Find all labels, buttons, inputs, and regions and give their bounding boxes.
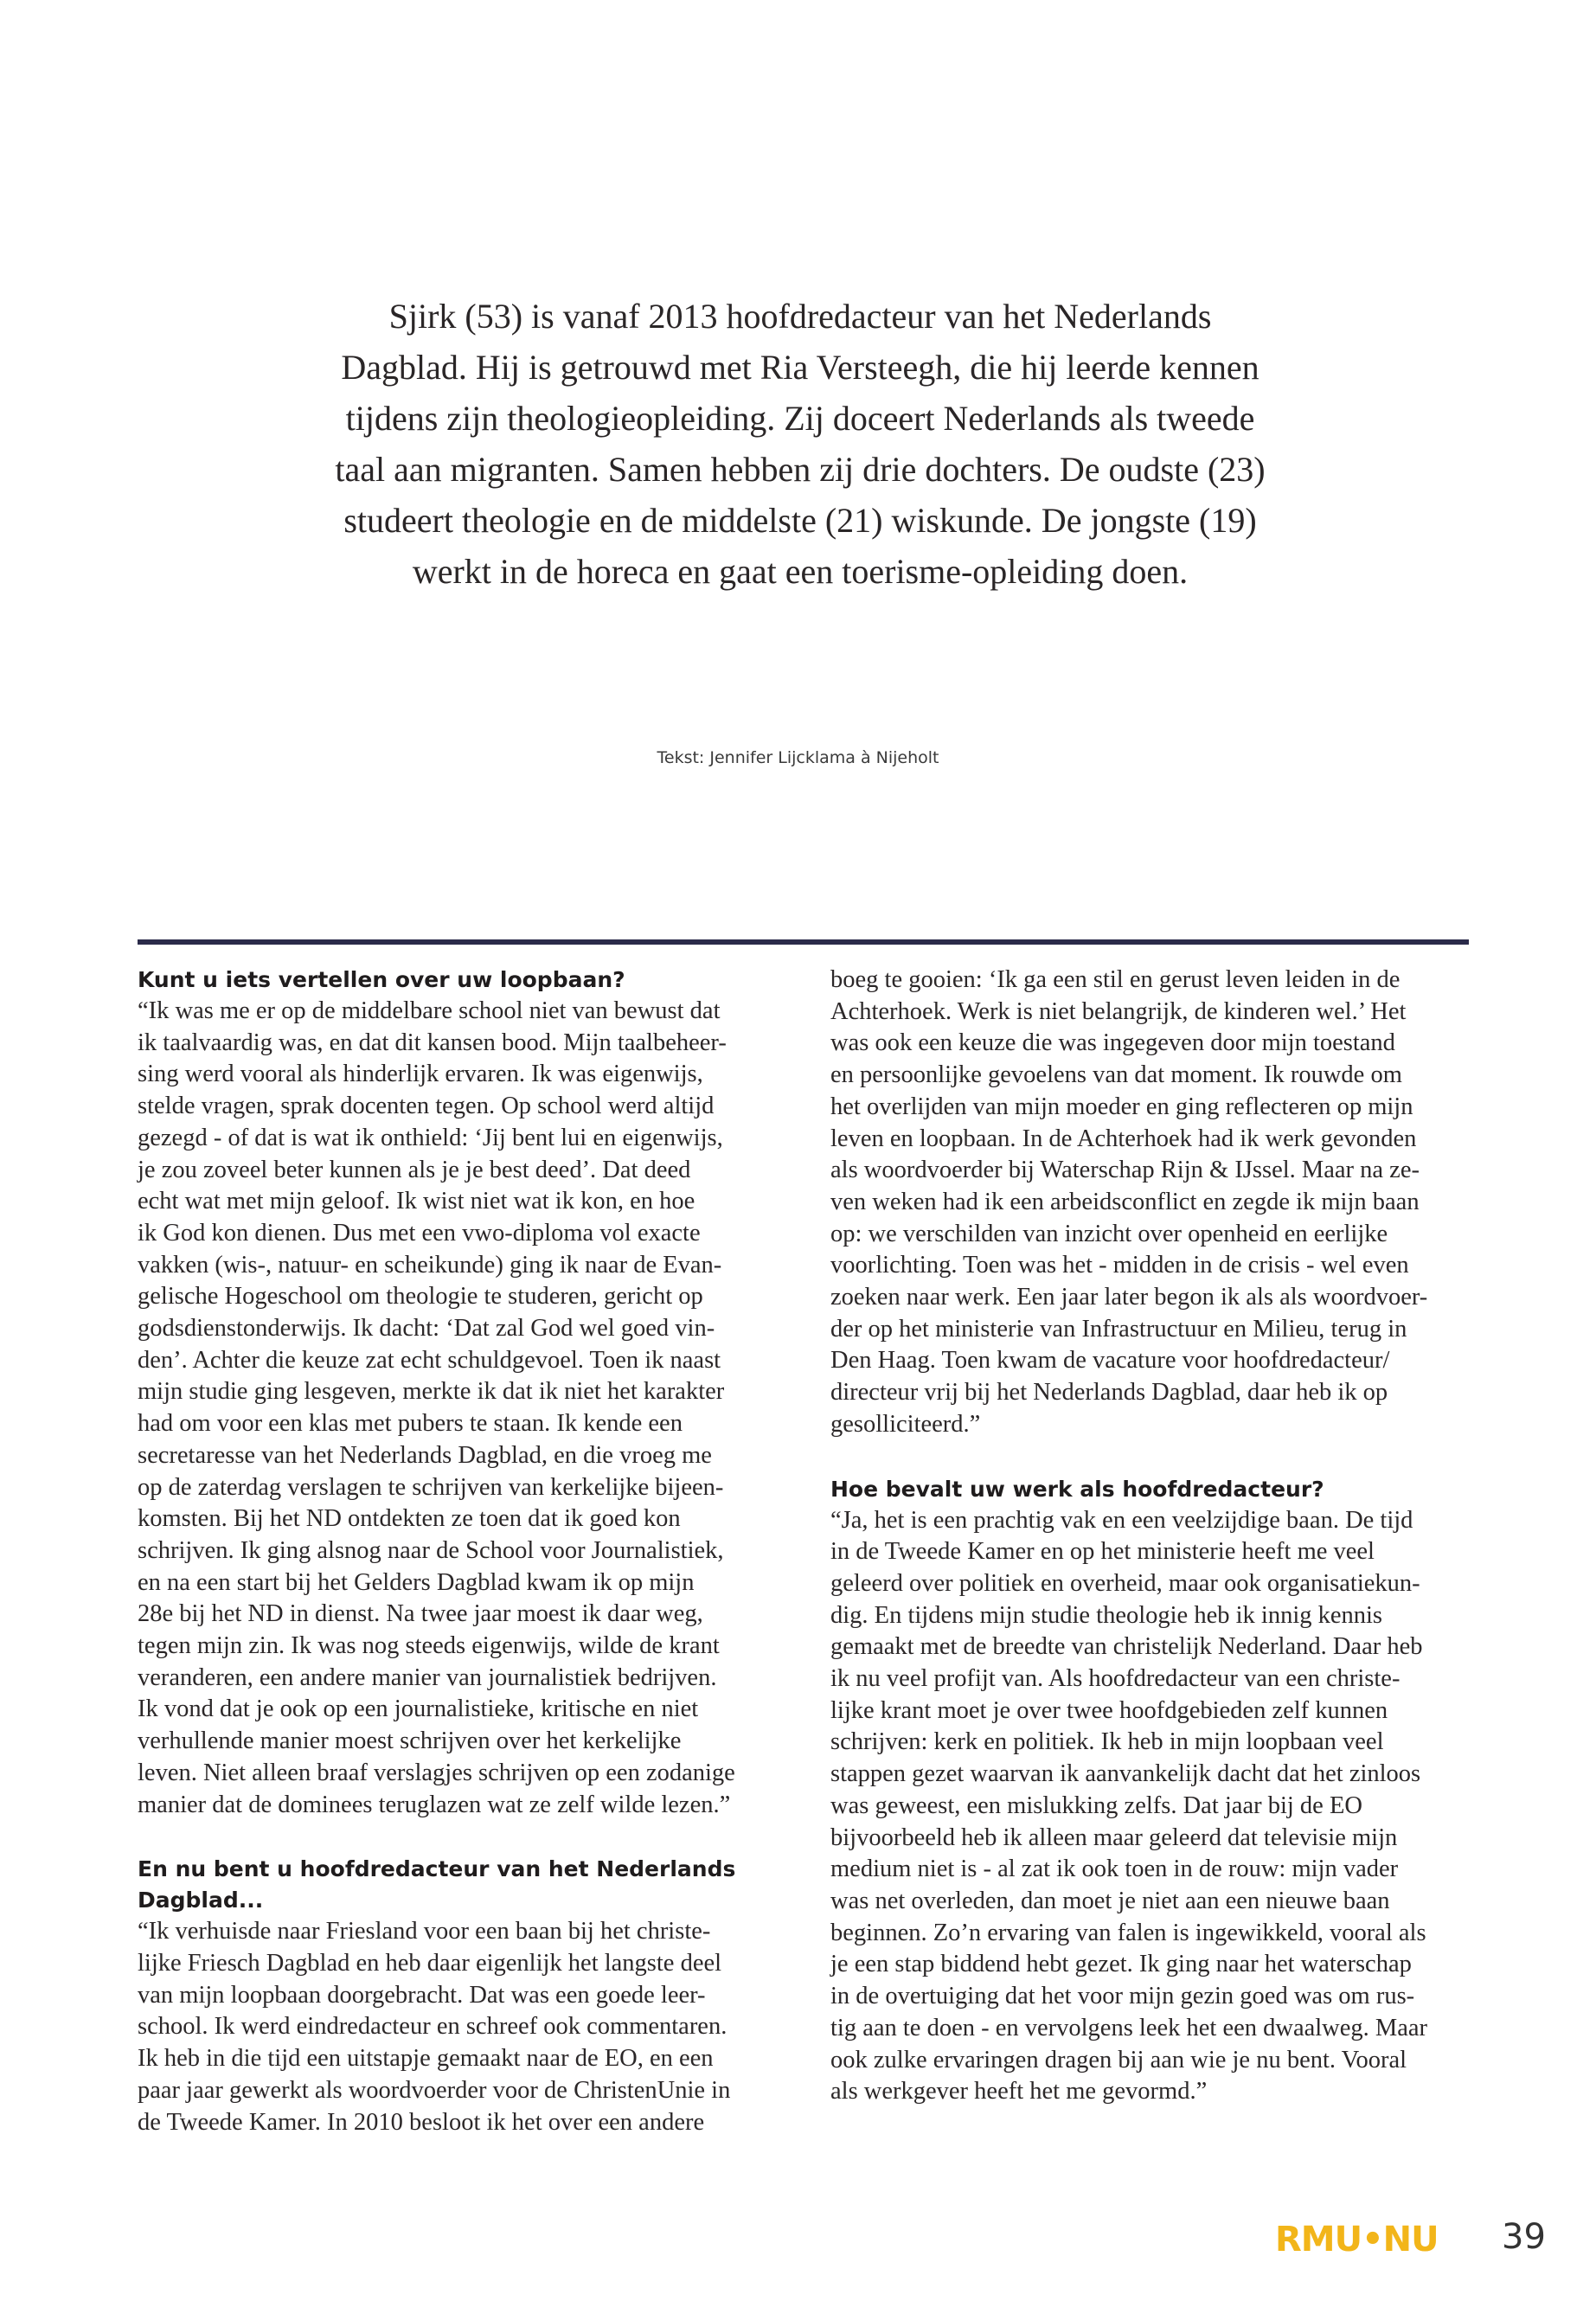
text-line: geleerd over politiek en overheid, maar ook organisatiekun- — [830, 1569, 1420, 1597]
text-line: en persoonlijke gevoelens van dat moment. Ik rouwde om — [830, 1061, 1402, 1089]
text-line: voorlichting. Toen was het - midden in de crisis - wel even — [830, 1252, 1409, 1279]
text-line: 28e bij het ND in dienst. Na twee jaar moest ik daar weg, — [138, 1600, 703, 1628]
page-number: 39 — [1502, 2217, 1546, 2257]
text-line: veranderen, een andere manier van journalistiek bedrijven. — [138, 1663, 717, 1691]
text-line: gesolliciteerd.” — [830, 1410, 981, 1438]
text-line: studeert theologie en de middelste (21) wiskunde. De jongste (19) — [343, 501, 1257, 540]
rmu-nu-logo: RMU•NU — [1275, 2220, 1439, 2259]
text-line: leven en loopbaan. In de Achterhoek had ik werk gevonden — [830, 1125, 1417, 1152]
text-line: medium niet is - al zat ik ook toen in de rouw: mijn vader — [830, 1856, 1399, 1883]
text-line: en na een start bij het Gelders Dagblad kwam ik op mijn — [138, 1568, 695, 1596]
text-line: van mijn loopbaan doorgebracht. Dat was een goede leer- — [138, 1981, 706, 2009]
text-line: ven weken had ik een arbeidsconflict en zegde ik mijn baan — [830, 1188, 1420, 1215]
text-line: manier dat de dominees teruglazen wat ze zelf wilde lezen.” — [138, 1791, 731, 1818]
text-line: echt wat met mijn geloof. Ik wist niet wat ik kon, en hoe — [138, 1188, 695, 1215]
text-line: het overlijden van mijn moeder en ging reflecteren op mijn — [830, 1093, 1413, 1120]
text-line: dig. En tijdens mijn studie theologie heb ik innig kennis — [830, 1601, 1383, 1629]
text-line: Achterhoek. Werk is niet belangrijk, de kinderen wel.’ Het — [830, 997, 1407, 1025]
text-line: taal aan migranten. Samen hebben zij drie dochters. De oudste (23) — [335, 450, 1266, 489]
text-line: de Tweede Kamer. In 2010 besloot ik het over een andere — [138, 2108, 705, 2136]
answer-editor — [138, 1916, 786, 2138]
text-line: was net overleden, dan moet je niet aan een nieuwe baan — [830, 1887, 1390, 1914]
text-line: sing werd vooral als hinderlijk ervaren. Ik was eigenwijs, — [138, 1061, 703, 1088]
text-line: je een stap biddend hebt gezet. Ik ging naar het waterschap — [830, 1951, 1412, 1978]
text-line: “Ik verhuisde naar Friesland voor een baan bij het christe- — [138, 1918, 711, 1945]
intro-paragraph — [285, 291, 1315, 597]
author-credit: Tekst: Jennifer Lijcklama à Nijeholt — [657, 748, 939, 767]
text-line: “Ik was me er op de middelbare school niet van bewust dat — [138, 997, 721, 1024]
text-line: ik nu veel profijt van. Als hoofdredacteur van een christe- — [830, 1665, 1401, 1693]
text-line: lijke krant moet je over twee hoofdgebieden zelf kunnen — [830, 1696, 1388, 1724]
article-column-left — [138, 965, 786, 2138]
text-line: stelde vragen, sprak docenten tegen. Op school werd altijd — [138, 1093, 715, 1120]
text-line: gezegd - of dat is wat ik onthield: ‘Jij bent lui en eigenwijs, — [138, 1124, 723, 1151]
text-line: Ik vond dat je ook op een journalistieke, kritische en niet — [138, 1695, 699, 1723]
text-line: als woordvoerder bij Waterschap Rijn & IJssel. Maar na ze- — [830, 1157, 1420, 1184]
text-line: tig aan te doen - en vervolgens leek het een dwaalweg. Maar — [830, 2014, 1428, 2041]
text-line: Sjirk (53) is vanaf 2013 hoofdredacteur van het Nederlands — [388, 297, 1212, 336]
text-line: was ook een keuze die was ingegeven door mijn toestand — [830, 1029, 1395, 1057]
text-line: tegen mijn zin. Ik was nog steeds eigenwijs, wilde de krant — [138, 1632, 720, 1660]
text-line: in de Tweede Kamer en op het ministerie heeft me veel — [830, 1538, 1375, 1566]
text-line: op de zaterdag verslagen te schrijven van kerkelijke bijeen- — [138, 1473, 724, 1501]
text-line: boeg te gooien: ‘Ik ga een stil en gerust leven leiden in de — [830, 966, 1401, 993]
text-line: paar jaar gewerkt als woordvoerder voor de ChristenUnie in — [138, 2076, 731, 2104]
text-line: verhullende manier moest schrijven over het kerkelijke — [138, 1727, 682, 1755]
text-line: gemaakt met de breedte van christelijk Nederland. Daar heb — [830, 1633, 1423, 1661]
section-divider — [138, 939, 1469, 945]
text-line: schrijven. Ik ging alsnog naar de School voor Journalistiek, — [138, 1536, 724, 1564]
text-line: was geweest, een mislukking zelfs. Dat jaar bij de EO — [830, 1791, 1362, 1819]
answer-work — [830, 1505, 1479, 2108]
answer-editor-continued — [830, 965, 1479, 1441]
text-line: Dagblad. Hij is getrouwd met Ria Versteegh, die hij leerde kennen — [341, 348, 1259, 387]
question-heading-editor-line2: Dagblad... — [138, 1888, 264, 1913]
article-column-right — [830, 965, 1479, 2108]
answer-career — [138, 996, 786, 1821]
text-line: ik taalvaardig was, en dat dit kansen bood. Mijn taalbeheer- — [138, 1029, 727, 1056]
text-line: godsdienstonderwijs. Ik dacht: ‘Dat zal God wel goed vin- — [138, 1315, 715, 1343]
text-line: lijke Friesch Dagblad en heb daar eigenlijk het langste deel — [138, 1949, 722, 1977]
text-line: op: we verschilden van inzicht over openheid en eerlijke — [830, 1220, 1388, 1247]
text-line: schrijven: kerk en politiek. Ik heb in mijn loopbaan veel — [830, 1728, 1384, 1756]
text-line: als werkgever heeft het me gevormd.” — [830, 2078, 1208, 2106]
text-line: je zou zoveel beter kunnen als je je best deed’. Dat deed — [138, 1156, 691, 1183]
text-line: had om voor een klas met pubers te staan. Ik kende een — [138, 1410, 683, 1438]
text-line: ik God kon dienen. Dus met een vwo-diploma vol exacte — [138, 1219, 701, 1247]
text-line: zoeken naar werk. Een jaar later begon ik als als woordvoer- — [830, 1284, 1428, 1311]
question-heading-editor — [138, 1854, 786, 1916]
text-line: bijvoorbeeld heb ik alleen maar geleerd dat televisie mijn — [830, 1823, 1398, 1851]
text-line: ook zulke ervaringen dragen bij aan wie je nu bent. Vooral — [830, 2046, 1407, 2073]
text-line: leven. Niet alleen braaf verslagjes schrijven op een zodanige — [138, 1759, 735, 1786]
question-heading-work: Hoe bevalt uw werk als hoofdredacteur? — [830, 1476, 1324, 1502]
text-line: werkt in de horeca en gaat een toerisme-opleiding doen. — [412, 552, 1189, 591]
text-line: mijn studie ging lesgeven, merkte ik dat ik niet het karakter — [138, 1378, 725, 1406]
text-line: vakken (wis-, natuur- en scheikunde) ging ik naar de Evan- — [138, 1251, 722, 1279]
question-heading-editor-line1: En nu bent u hoofdredacteur van het Nederlands — [138, 1856, 736, 1882]
text-line: directeur vrij bij het Nederlands Dagblad, daar heb ik op — [830, 1379, 1388, 1407]
question-heading-career: Kunt u iets vertellen over uw loopbaan? — [138, 967, 625, 992]
text-line: den’. Achter die keuze zat echt schuldgevoel. Toen ik naast — [138, 1346, 721, 1374]
text-line: “Ja, het is een prachtig vak en een veelzijdige baan. De tijd — [830, 1506, 1413, 1534]
text-line: Ik heb in die tijd een uitstapje gemaakt naar de EO, en een — [138, 2045, 714, 2073]
text-line: der op het ministerie van Infrastructuur en Milieu, terug in — [830, 1315, 1407, 1343]
text-line: in de overtuiging dat het voor mijn gezin goed was om rus- — [830, 1983, 1415, 2010]
text-line: tijdens zijn theologieopleiding. Zij doceert Nederlands als tweede — [345, 399, 1255, 438]
text-line: secretaresse van het Nederlands Dagblad, en die vroeg me — [138, 1441, 712, 1469]
text-line: gelische Hogeschool om theologie te studeren, gericht op — [138, 1283, 703, 1311]
text-line: komsten. Bij het ND ontdekten ze toen dat ik goed kon — [138, 1505, 681, 1533]
text-line: stappen gezet waarvan ik aanvankelijk dacht dat het zinloos — [830, 1760, 1421, 1788]
text-line: Den Haag. Toen kwam de vacature voor hoofdredacteur/ — [830, 1347, 1390, 1375]
text-line: school. Ik werd eindredacteur en schreef ook commentaren. — [138, 2013, 727, 2041]
text-line: beginnen. Zo’n ervaring van falen is ingewikkeld, vooral als — [830, 1919, 1426, 1946]
